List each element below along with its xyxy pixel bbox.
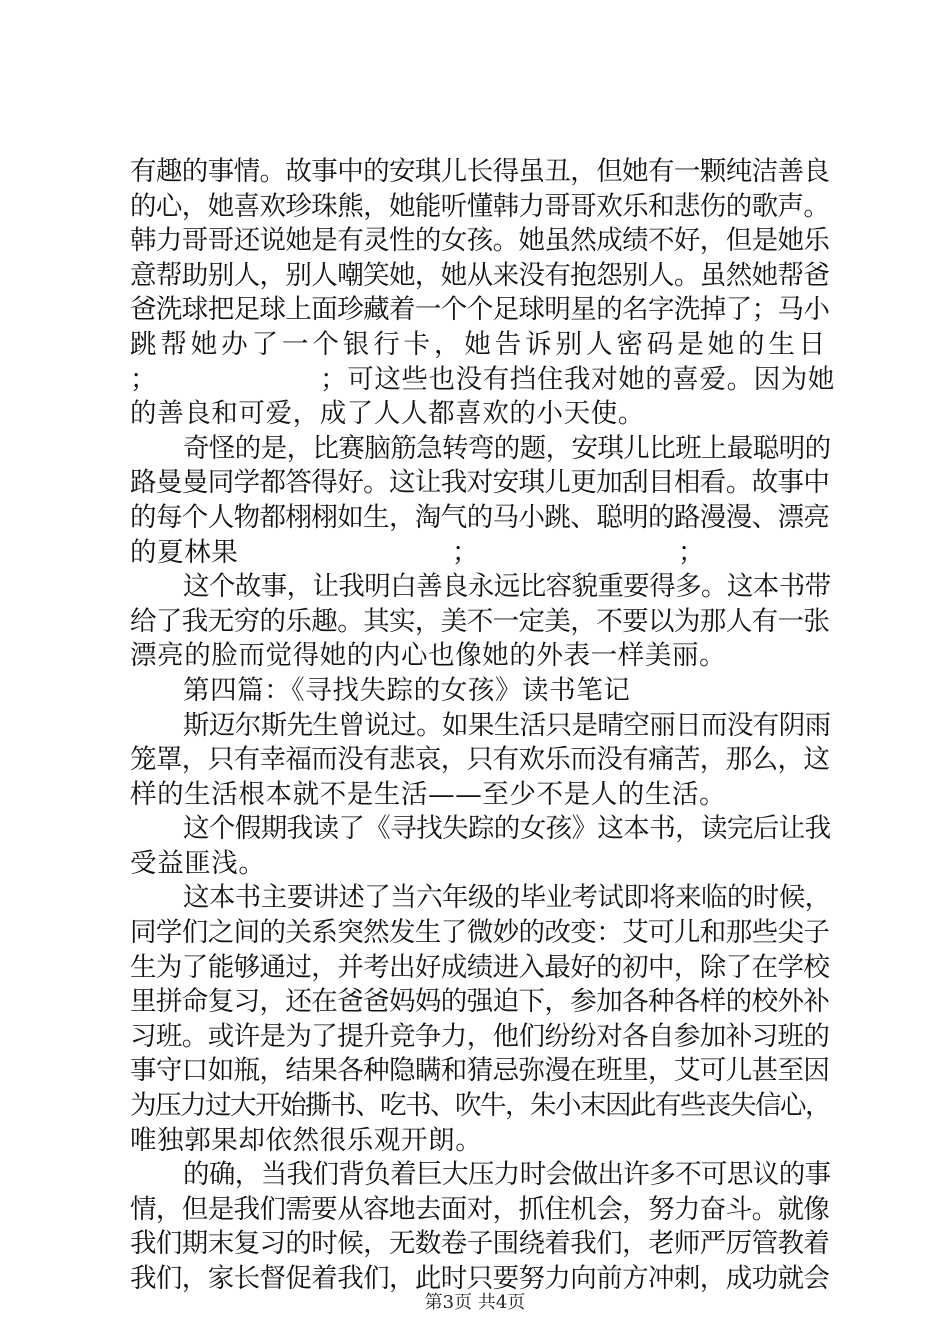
text-line: 这本书主要讲述了当六年级的毕业考试即将来临的时候， [183, 882, 831, 914]
page-footer [0, 1288, 950, 1314]
text-line: 情，但是我们需要从容地去面对，抓住机会，努力奋斗。就像 [130, 1193, 830, 1225]
text-line [130, 536, 835, 571]
document-body [130, 155, 835, 1297]
text-fragment: ； [678, 536, 706, 568]
text-line: 笼罩，只有幸福而没有悲哀，只有欢乐而没有痛苦，那么，这 [130, 744, 830, 776]
text-line: 意帮助别人，别人嘲笑她，她从来没有抱怨别人。虽然她帮爸 [130, 259, 830, 291]
text-line: 的每个人物都栩栩如生，淘气的马小跳、聪明的路漫漫、漂亮 [130, 501, 830, 533]
text-line: 生为了能够通过，并考出好成绩进入最好的初中，除了在学校 [130, 951, 830, 983]
text-line: 给了我无穷的乐趣。其实，美不一定美，不要以为那人有一张 [130, 605, 830, 637]
text-line: 里拼命复习，还在爸爸妈妈的强迫下，参加各种各样的校外补 [130, 986, 830, 1018]
text-line: 路曼曼同学都答得好。这让我对安琪儿更加刮目相看。故事中 [130, 467, 830, 499]
text-line: 跳帮她办了一个银行卡，她告诉别人密码是她的生日 [130, 328, 830, 360]
text-line: 这个假期我读了《寻找失踪的女孩》这本书，读完后让我 [183, 813, 831, 845]
text-line: 斯迈尔斯先生曾说过。如果生活只是晴空丽日而没有阴雨 [183, 709, 831, 741]
text-fragment: ； [452, 536, 480, 568]
text-line: 奇怪的是，比赛脑筋急转弯的题，安琪儿比班上最聪明的 [183, 432, 831, 464]
page-number-label: 第3页 共4页 [424, 1292, 526, 1313]
text-line: 这个故事，让我明白善良永远比容貌重要得多。这本书带 [183, 571, 831, 603]
text-line: 同学们之间的关系突然发生了微妙的改变：艾可儿和那些尖子 [130, 917, 830, 949]
text-line: 的善良和可爱，成了人人都喜欢的小天使。 [130, 398, 645, 430]
text-fragment: ；可这些也没有挡住我对她的喜爱。因为她 [320, 363, 835, 395]
text-line: 的确，当我们背负着巨大压力时会做出许多不可思议的事 [183, 1159, 831, 1191]
section-title: 第四篇：《寻找失踪的女孩》读书笔记 [183, 674, 631, 706]
text-fragment: 的夏林果 [130, 536, 239, 568]
text-line: 有趣的事情。故事中的安琪儿长得虽丑，但她有一颗纯洁善良 [130, 156, 830, 187]
text-line: 我们，家长督促着我们，此时只要努力向前方冲刺，成功就会 [130, 1263, 830, 1294]
text-line [130, 363, 835, 398]
text-line: 样的生活根本就不是生活——至少不是人的生活。 [130, 778, 727, 810]
text-line: 韩力哥哥还说她是有灵性的女孩。她虽然成绩不好，但是她乐 [130, 225, 830, 257]
text-line: 我们期末复习的时候，无数卷子围绕着我们，老师严厉管教着 [130, 1228, 830, 1260]
text-line: 受益匪浅。 [130, 847, 266, 879]
text-line: 事守口如瓶，结果各种隐瞒和猜忌弥漫在班里，艾可儿甚至因 [130, 1055, 830, 1087]
text-line: 为压力过大开始撕书、吃书、吹牛，朱小末因此有些丧失信心， [130, 1090, 830, 1122]
text-line: 的心，她喜欢珍珠熊，她能听懂韩力哥哥欢乐和悲伤的歌声。 [130, 190, 830, 222]
text-line: 爸洗球把足球上面珍藏着一个个足球明星的名字洗掉了；马小 [130, 294, 830, 326]
text-line: 习班。或许是为了提升竞争力，他们纷纷对各自参加补习班的 [130, 1020, 830, 1052]
text-line: 漂亮的脸而觉得她的内心也像她的外表一样美丽。 [130, 640, 727, 672]
text-fragment: ； [130, 363, 158, 395]
text-line: 唯独郭果却依然很乐观开朗。 [130, 1124, 483, 1156]
